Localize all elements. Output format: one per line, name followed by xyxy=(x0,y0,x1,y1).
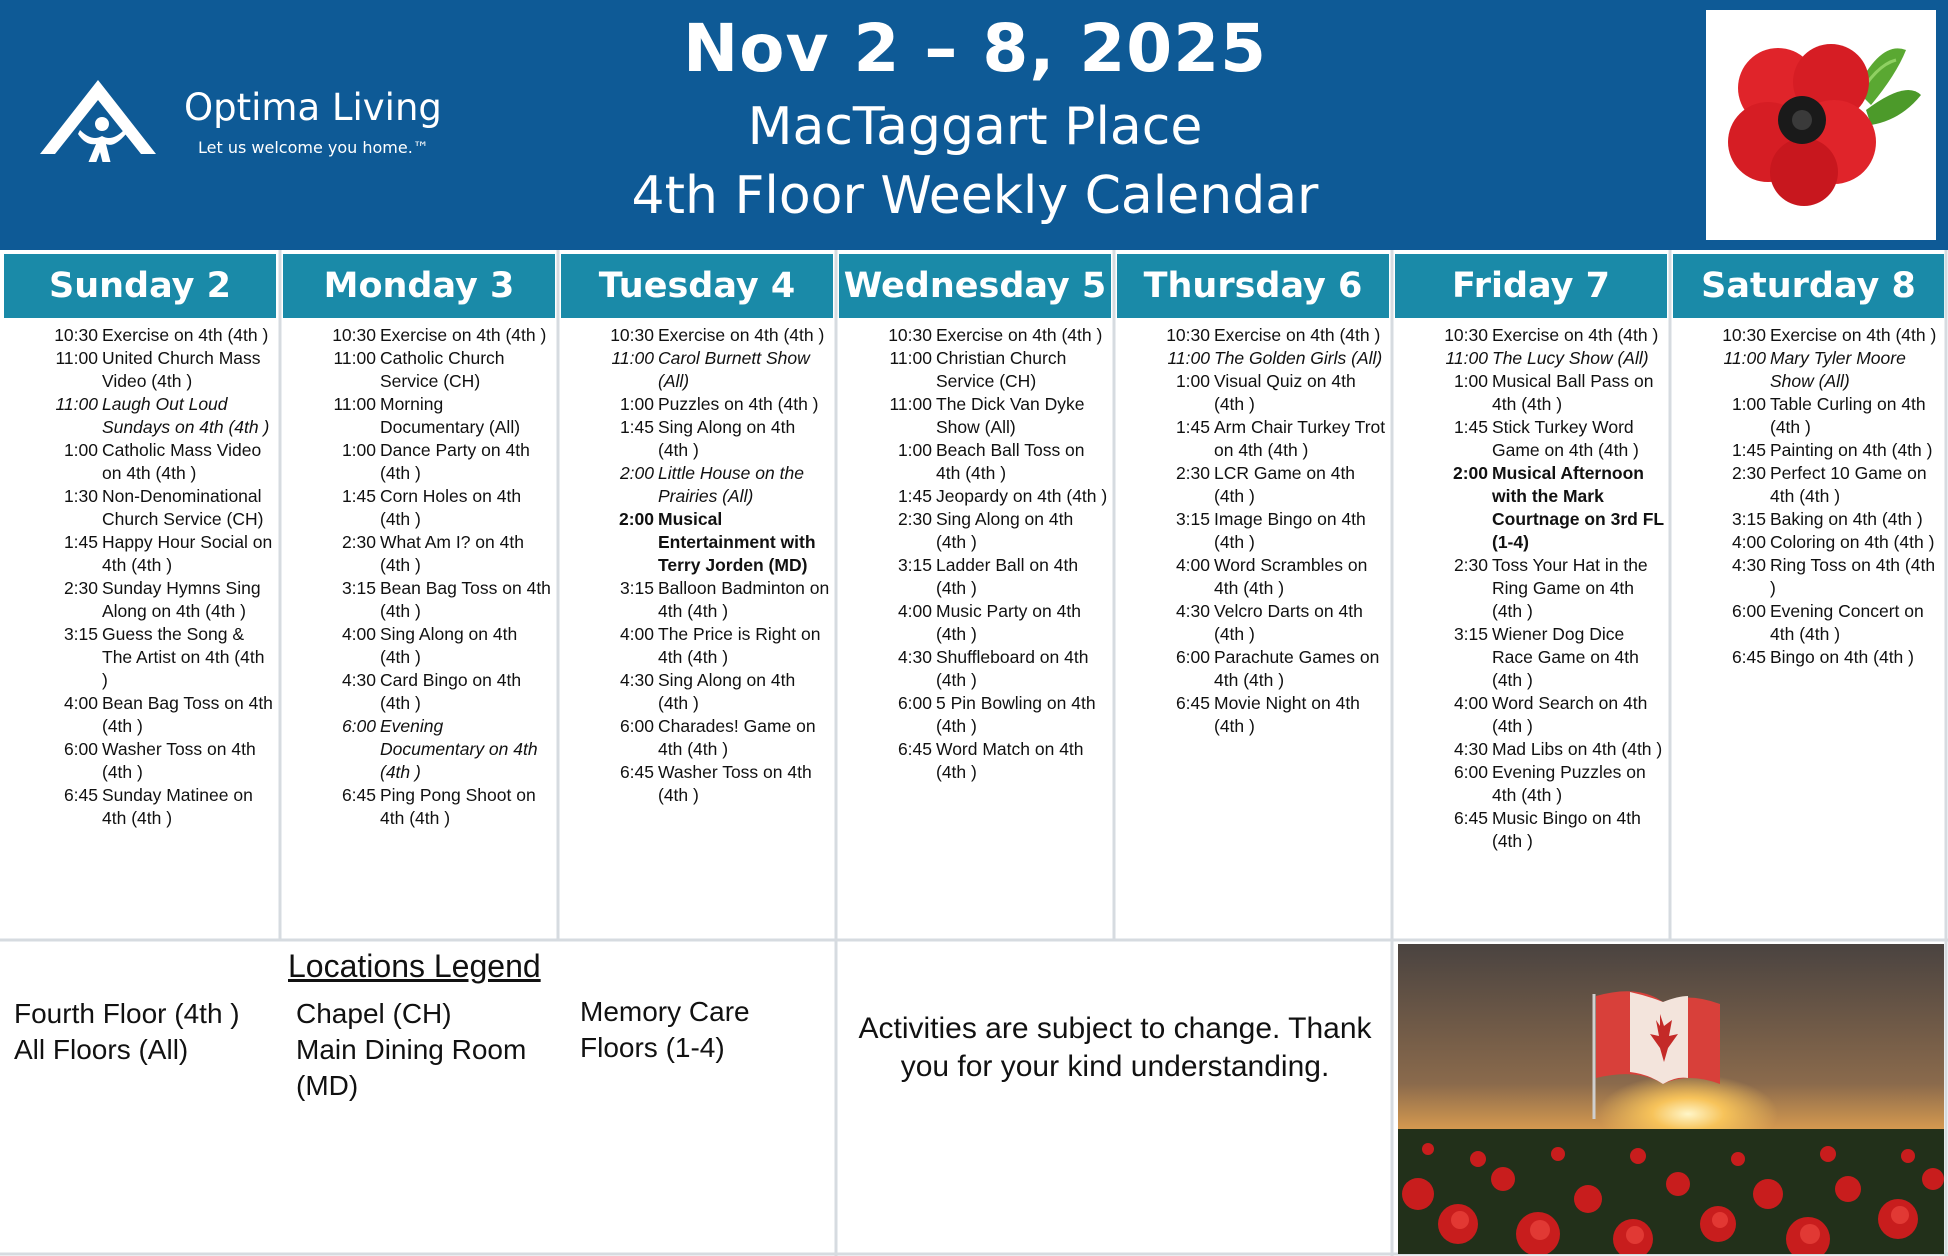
activity-item xyxy=(572,577,834,623)
activity-time: 1:00 xyxy=(619,394,654,414)
locations-legend-title: Locations Legend xyxy=(288,948,541,984)
activity-time: 6:00 xyxy=(1731,601,1766,621)
activity-title: The Golden Girls (All) xyxy=(1214,348,1383,368)
activity-item xyxy=(1684,646,1942,669)
activity-time: 4:00 xyxy=(63,693,98,713)
activity-title: Perfect 10 Game on 4th (4th ) xyxy=(1770,463,1927,506)
activity-item xyxy=(16,784,278,830)
activity-time: 4:00 xyxy=(619,624,654,644)
activity-time: 6:45 xyxy=(1453,808,1488,828)
activity-item xyxy=(16,531,278,577)
activity-item xyxy=(1406,324,1668,347)
activity-item xyxy=(850,393,1112,439)
activity-title: Charades! Game on 4th (4th ) xyxy=(658,716,816,759)
canadian-flag-poppy-field-image xyxy=(1398,944,1944,1254)
activity-item xyxy=(850,692,1112,738)
activity-title: Laugh Out Loud Sundays on 4th (4th ) xyxy=(102,394,270,437)
activity-item xyxy=(1128,370,1390,416)
activity-time: 4:30 xyxy=(341,670,376,690)
activity-title: Word Scrambles on 4th (4th ) xyxy=(1214,555,1368,598)
date-range-title: Nov 2 – 8, 2025 xyxy=(682,10,1268,87)
activity-item xyxy=(294,623,556,669)
activity-item xyxy=(1128,646,1390,692)
activity-time: 3:15 xyxy=(897,555,932,575)
activity-title: Non-Denominational Church Service (CH) xyxy=(102,486,264,529)
activity-item xyxy=(294,715,556,784)
activity-item xyxy=(572,416,834,462)
day-header-sunday: Sunday 2 xyxy=(4,254,276,318)
activity-time: 11:00 xyxy=(55,348,98,368)
activities-notice: Activities are subject to change. Thank you for your kind understanding. xyxy=(858,1012,1372,1083)
activity-title: Jeopardy on 4th (4th ) xyxy=(936,486,1108,506)
activity-item xyxy=(1406,462,1668,554)
activity-title: Sing Along on 4th (4th ) xyxy=(380,624,518,667)
activity-title: Washer Toss on 4th (4th ) xyxy=(102,739,256,782)
activity-item xyxy=(1684,531,1942,554)
activity-item xyxy=(1406,738,1668,761)
activity-item xyxy=(1406,347,1668,370)
activity-time: 11:00 xyxy=(1167,348,1210,368)
activity-item xyxy=(294,784,556,830)
activity-time: 11:00 xyxy=(611,348,654,368)
activity-time: 11:00 xyxy=(1723,348,1766,368)
activity-item xyxy=(572,508,834,577)
activity-item xyxy=(1684,462,1942,508)
activity-item xyxy=(1406,761,1668,807)
activity-title: Ping Pong Shoot on 4th (4th ) xyxy=(380,785,536,828)
activity-item xyxy=(850,600,1112,646)
activity-item xyxy=(16,738,278,784)
activity-item xyxy=(1406,416,1668,462)
activity-item xyxy=(572,623,834,669)
activity-title: Movie Night on 4th (4th ) xyxy=(1214,693,1360,736)
activity-time: 2:30 xyxy=(1731,463,1766,483)
activity-time: 3:15 xyxy=(1175,509,1210,529)
activity-time: 2:30 xyxy=(897,509,932,529)
activity-title: Painting on 4th (4th ) xyxy=(1770,440,1933,460)
activity-time: 1:45 xyxy=(1731,440,1766,460)
activity-item xyxy=(1128,324,1390,347)
activity-time: 4:00 xyxy=(897,601,932,621)
activity-item xyxy=(1128,554,1390,600)
activity-title: Sing Along on 4th (4th ) xyxy=(658,417,796,460)
activity-title: Washer Toss on 4th (4th ) xyxy=(658,762,812,805)
poppy-icon xyxy=(1706,10,1936,240)
activity-item xyxy=(294,324,556,347)
activity-time: 11:00 xyxy=(889,348,932,368)
activity-time: 1:45 xyxy=(1453,417,1488,437)
activity-time: 6:45 xyxy=(619,762,654,782)
activity-time: 3:15 xyxy=(63,624,98,644)
day-header-friday: Friday 7 xyxy=(1395,254,1667,318)
activity-title: Word Match on 4th (4th ) xyxy=(936,739,1084,782)
activity-time: 11:00 xyxy=(889,394,932,414)
day-header-monday: Monday 3 xyxy=(283,254,555,318)
activity-item xyxy=(850,646,1112,692)
activity-time: 6:00 xyxy=(619,716,654,736)
activity-title: Word Search on 4th (4th ) xyxy=(1492,693,1648,736)
activity-item xyxy=(572,324,834,347)
activity-time: 6:00 xyxy=(63,739,98,759)
activity-time: 1:00 xyxy=(1453,371,1488,391)
activity-title: Velcro Darts on 4th (4th ) xyxy=(1214,601,1363,644)
activity-title: Visual Quiz on 4th (4th ) xyxy=(1214,371,1356,414)
activity-title: Puzzles on 4th (4th ) xyxy=(658,394,819,414)
activity-item xyxy=(1406,692,1668,738)
activity-time: 3:15 xyxy=(1731,509,1766,529)
activity-item xyxy=(294,577,556,623)
activity-item xyxy=(1128,462,1390,508)
activity-title: Music Party on 4th (4th ) xyxy=(936,601,1081,644)
activity-title: Exercise on 4th (4th ) xyxy=(658,325,825,345)
activity-time: 6:00 xyxy=(1175,647,1210,667)
activity-title: Evening Documentary on 4th (4th ) xyxy=(380,716,538,782)
activity-item xyxy=(16,577,278,623)
activity-item xyxy=(294,485,556,531)
activity-time: 2:00 xyxy=(619,463,654,483)
activity-item xyxy=(572,347,834,393)
activity-item xyxy=(1406,370,1668,416)
activity-time: 4:30 xyxy=(1453,739,1488,759)
activity-title: LCR Game on 4th (4th ) xyxy=(1214,463,1356,506)
activity-title: Parachute Games on 4th (4th ) xyxy=(1214,647,1380,690)
activity-time: 2:30 xyxy=(1453,555,1488,575)
activity-time: 10:30 xyxy=(1722,325,1766,345)
flag-field-illustration xyxy=(1398,944,1944,1254)
activity-time: 4:00 xyxy=(341,624,376,644)
activity-item xyxy=(850,324,1112,347)
activity-time: 10:30 xyxy=(1444,325,1488,345)
activity-time: 6:45 xyxy=(1175,693,1210,713)
activity-item xyxy=(572,715,834,761)
day-header-tuesday: Tuesday 4 xyxy=(561,254,833,318)
activity-title: Little House on the Prairies (All) xyxy=(658,463,804,506)
activity-time: 6:00 xyxy=(341,716,376,736)
activity-item xyxy=(16,692,278,738)
activity-title: The Lucy Show (All) xyxy=(1492,348,1649,368)
activity-time: 4:30 xyxy=(619,670,654,690)
activity-title: Ring Toss on 4th (4th ) xyxy=(1770,555,1936,598)
activity-time: 11:00 xyxy=(55,394,98,414)
optima-living-logo xyxy=(40,72,460,182)
activity-time: 6:45 xyxy=(897,739,932,759)
day-column-monday xyxy=(294,324,556,936)
activity-item xyxy=(16,347,278,393)
activity-title: Stick Turkey Word Game on 4th (4th ) xyxy=(1492,417,1639,460)
day-column-friday xyxy=(1406,324,1668,936)
activity-item xyxy=(850,347,1112,393)
day-column-thursday xyxy=(1128,324,1390,936)
day-header-saturday: Saturday 8 xyxy=(1673,254,1944,318)
activity-item xyxy=(572,669,834,715)
activity-time: 2:30 xyxy=(63,578,98,598)
day-column-tuesday xyxy=(572,324,834,936)
activity-item xyxy=(294,669,556,715)
activity-item xyxy=(850,508,1112,554)
activity-title: Bean Bag Toss on 4th (4th ) xyxy=(102,693,273,736)
activity-time: 10:30 xyxy=(1166,325,1210,345)
activity-item xyxy=(1128,692,1390,738)
activity-title: Mary Tyler Moore Show (All) xyxy=(1770,348,1906,391)
activity-time: 2:30 xyxy=(1175,463,1210,483)
activity-time: 11:00 xyxy=(333,394,376,414)
activity-title: Music Bingo on 4th (4th ) xyxy=(1492,808,1641,851)
activity-item xyxy=(1684,439,1942,462)
activity-title: Exercise on 4th (4th ) xyxy=(1214,325,1381,345)
activity-title: Toss Your Hat in the Ring Game on 4th (4th ) xyxy=(1492,555,1648,621)
activity-time: 6:00 xyxy=(1453,762,1488,782)
activity-time: 1:00 xyxy=(341,440,376,460)
activity-title: Exercise on 4th (4th ) xyxy=(1492,325,1659,345)
day-header-wednesday: Wednesday 5 xyxy=(839,254,1111,318)
activity-item xyxy=(1128,416,1390,462)
activity-item xyxy=(1684,347,1942,393)
activity-time: 6:45 xyxy=(341,785,376,805)
activity-item xyxy=(850,554,1112,600)
activity-item xyxy=(572,761,834,807)
activity-time: 10:30 xyxy=(610,325,654,345)
place-title: MacTaggart Place xyxy=(747,97,1203,157)
activity-time: 1:00 xyxy=(1175,371,1210,391)
day-column-sunday xyxy=(16,324,278,936)
activity-title: Coloring on 4th (4th ) xyxy=(1770,532,1935,552)
activity-item xyxy=(16,393,278,439)
activity-item xyxy=(16,439,278,485)
activity-title: Balloon Badminton on 4th (4th ) xyxy=(658,578,830,621)
activity-time: 4:30 xyxy=(1731,555,1766,575)
activity-item xyxy=(572,462,834,508)
activity-time: 1:45 xyxy=(619,417,654,437)
activity-time: 11:00 xyxy=(1445,348,1488,368)
activity-title: Bingo on 4th (4th ) xyxy=(1770,647,1914,667)
legend-main-dining-room: Main Dining Room (MD) xyxy=(296,1034,527,1101)
activity-title: Catholic Mass Video on 4th (4th ) xyxy=(102,440,262,483)
activity-item xyxy=(1684,508,1942,531)
activity-title: The Dick Van Dyke Show (All) xyxy=(936,394,1085,437)
activity-time: 4:00 xyxy=(1731,532,1766,552)
activity-time: 3:15 xyxy=(619,578,654,598)
activity-item xyxy=(1406,554,1668,623)
mountain-person-icon xyxy=(40,72,180,162)
activity-time: 1:45 xyxy=(897,486,932,506)
activity-title: Guess the Song & The Artist on 4th (4th ) xyxy=(102,624,265,690)
activity-title: Beach Ball Toss on 4th (4th ) xyxy=(936,440,1085,483)
activity-title: Happy Hour Social on 4th (4th ) xyxy=(102,532,273,575)
activity-title: Evening Concert on 4th (4th ) xyxy=(1770,601,1924,644)
activity-time: 1:00 xyxy=(1731,394,1766,414)
activity-title: The Price is Right on 4th (4th ) xyxy=(658,624,821,667)
activity-item xyxy=(1684,393,1942,439)
legend-all-floors: All Floors (All) xyxy=(14,1034,189,1065)
activity-item xyxy=(1406,623,1668,692)
activity-time: 1:00 xyxy=(897,440,932,460)
activity-time: 6:45 xyxy=(1731,647,1766,667)
activity-item xyxy=(16,324,278,347)
calendar-subtitle: 4th Floor Weekly Calendar xyxy=(631,166,1319,226)
activity-item xyxy=(572,393,834,416)
activity-title: Sunday Hymns Sing Along on 4th (4th ) xyxy=(102,578,261,621)
activity-title: Baking on 4th (4th ) xyxy=(1770,509,1923,529)
calendar-title xyxy=(500,6,1450,230)
activity-time: 6:00 xyxy=(897,693,932,713)
activity-item xyxy=(1684,554,1942,600)
activity-title: Carol Burnett Show (All) xyxy=(658,348,810,391)
activity-title: Exercise on 4th (4th ) xyxy=(1770,325,1937,345)
activity-title: Mad Libs on 4th (4th ) xyxy=(1492,739,1663,759)
activity-time: 10:30 xyxy=(54,325,98,345)
logo-name: Optima Living xyxy=(184,86,442,129)
legend-fourth-floor: Fourth Floor (4th ) xyxy=(14,998,240,1029)
activity-time: 2:00 xyxy=(618,509,654,529)
activity-item xyxy=(16,623,278,692)
activity-title: Musical Entertainment with Terry Jorden (MD) xyxy=(658,509,816,575)
activity-title: Corn Holes on 4th (4th ) xyxy=(380,486,522,529)
poppy-image xyxy=(1706,10,1936,240)
activity-time: 1:45 xyxy=(1175,417,1210,437)
activity-item xyxy=(1684,324,1942,347)
activity-item xyxy=(1684,600,1942,646)
activity-title: Bean Bag Toss on 4th (4th ) xyxy=(380,578,551,621)
activity-title: Musical Ball Pass on 4th (4th ) xyxy=(1492,371,1654,414)
activity-title: Exercise on 4th (4th ) xyxy=(102,325,269,345)
activity-time: 1:45 xyxy=(63,532,98,552)
activity-item xyxy=(850,439,1112,485)
activity-title: Catholic Church Service (CH) xyxy=(380,348,505,391)
activity-time: 2:30 xyxy=(341,532,376,552)
activity-title: Exercise on 4th (4th ) xyxy=(936,325,1103,345)
activity-item xyxy=(1128,508,1390,554)
activity-item xyxy=(1128,600,1390,646)
activity-item xyxy=(294,347,556,393)
activity-time: 11:00 xyxy=(333,348,376,368)
activity-item xyxy=(294,439,556,485)
activity-title: What Am I? on 4th (4th ) xyxy=(380,532,524,575)
activity-time: 10:30 xyxy=(332,325,376,345)
activity-title: Dance Party on 4th (4th ) xyxy=(380,440,530,483)
activity-title: Arm Chair Turkey Trot on 4th (4th ) xyxy=(1214,417,1386,460)
activity-time: 1:00 xyxy=(63,440,98,460)
activity-title: 5 Pin Bowling on 4th (4th ) xyxy=(936,693,1096,736)
activity-item xyxy=(1128,347,1390,370)
activity-time: 4:30 xyxy=(1175,601,1210,621)
activity-time: 4:30 xyxy=(897,647,932,667)
activity-time: 4:00 xyxy=(1175,555,1210,575)
activity-title: Shuffleboard on 4th (4th ) xyxy=(936,647,1089,690)
activity-time: 4:00 xyxy=(1453,693,1488,713)
activity-title: Image Bingo on 4th (4th ) xyxy=(1214,509,1366,552)
activity-item xyxy=(16,485,278,531)
activity-time: 1:30 xyxy=(63,486,98,506)
activity-item xyxy=(294,531,556,577)
activity-title: Table Curling on 4th (4th ) xyxy=(1770,394,1926,437)
legend-memory-care: Memory Care Floors (1-4) xyxy=(580,996,750,1063)
activity-time: 2:00 xyxy=(1452,463,1488,483)
activity-title: Evening Puzzles on 4th (4th ) xyxy=(1492,762,1646,805)
activity-title: Wiener Dog Dice Race Game on 4th (4th ) xyxy=(1492,624,1639,690)
activity-time: 3:15 xyxy=(1453,624,1488,644)
activity-title: Musical Afternoon with the Mark Courtnage on 3rd FL (1-4) xyxy=(1492,463,1664,552)
activity-time: 10:30 xyxy=(888,325,932,345)
activity-title: Morning Documentary (All) xyxy=(380,394,521,437)
activity-title: Exercise on 4th (4th ) xyxy=(380,325,547,345)
activity-title: Christian Church Service (CH) xyxy=(936,348,1067,391)
activity-item xyxy=(294,393,556,439)
page-header xyxy=(0,0,1948,250)
logo-tagline: Let us welcome you home.™ xyxy=(198,138,429,157)
activity-time: 6:45 xyxy=(63,785,98,805)
day-header-thursday: Thursday 6 xyxy=(1117,254,1389,318)
activity-title: Card Bingo on 4th (4th ) xyxy=(380,670,522,713)
activity-time: 3:15 xyxy=(341,578,376,598)
activity-title: Sing Along on 4th (4th ) xyxy=(658,670,796,713)
day-column-saturday xyxy=(1684,324,1942,936)
activity-title: Sunday Matinee on 4th (4th ) xyxy=(102,785,253,828)
legend-chapel: Chapel (CH) xyxy=(296,998,452,1029)
activity-title: Sing Along on 4th (4th ) xyxy=(936,509,1074,552)
activity-time: 1:45 xyxy=(341,486,376,506)
day-column-wednesday xyxy=(850,324,1112,936)
activity-item xyxy=(1406,807,1668,853)
activity-item xyxy=(850,738,1112,784)
activity-title: United Church Mass Video (4th ) xyxy=(102,348,261,391)
activity-item xyxy=(850,485,1112,508)
activity-title: Ladder Ball on 4th (4th ) xyxy=(936,555,1079,598)
